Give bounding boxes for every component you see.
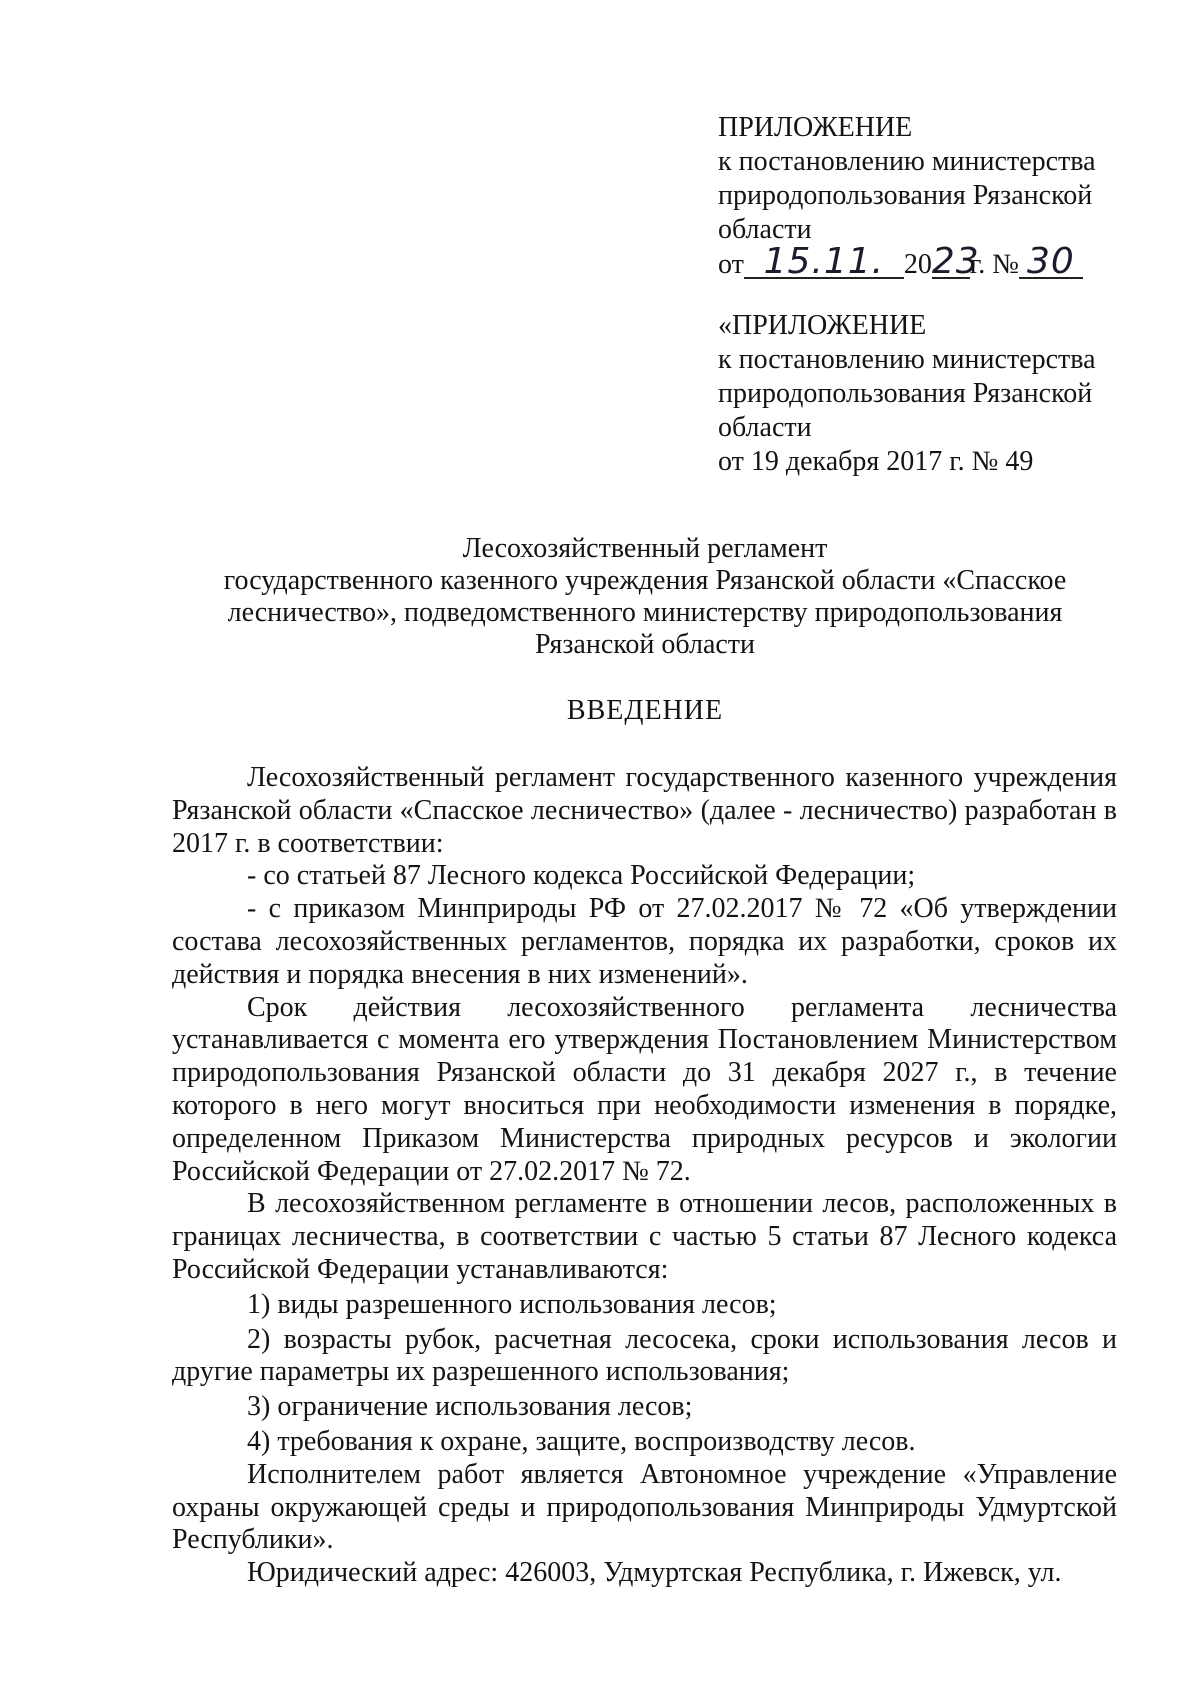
section-title: ВВЕДЕНИЕ <box>566 695 724 726</box>
list-item: 3) ограничение использования лесов; <box>247 1391 693 1423</box>
paragraph: Юридический адрес: 426003, Удмуртская Республика, г. Ижевск, ул. <box>247 1557 1062 1589</box>
approval-block-original <box>718 309 1138 479</box>
document-title-line: лесничество», подведомственного министерству природопользования <box>227 597 1063 628</box>
document-title-line: Рязанской области <box>534 629 756 660</box>
list-item: 2) возрасты рубок, расчетная лесосека, сроки использования лесов и другие параметры их разрешенного использования; <box>172 1323 1117 1388</box>
approval-date-line <box>718 241 1138 282</box>
paragraph: Срок действия лесохозяйственного регламента лесничества устанавливается с момента его утверждения Постановлением Министерством природопользования Рязанской области до 31 декабря 2027 г., в течение которого в него могут вноситься при необходимости изменения в порядке, определенном Приказом Министерства природных ресурсов и экологии Российской Федерации от 27.02.2017 № 72. <box>172 991 1117 1187</box>
approval-heading: «ПРИЛОЖЕНИЕ <box>718 310 927 341</box>
list-item: 4) требования к охране, защите, воспроизводству лесов. <box>247 1425 916 1457</box>
paragraph: Лесохозяйственный регламент государственного казенного учреждения Рязанской области «Спасское лесничество» (далее - лесничество) разработан в 2017 г. в соответствии: <box>172 762 1117 859</box>
paragraph: - с приказом Минприроды РФ от 27.02.2017 № 72 «Об утверждении состава лесохозяйственных регламентов, порядка их разработки, сроков их действия и порядка внесения в них изменений». <box>172 893 1117 990</box>
approval-date: от 19 декабря 2017 г. № 49 <box>718 446 1034 477</box>
paragraph: В лесохозяйственном регламенте в отношении лесов, расположенных в границах лесничества, в соответствии с частью 5 статьи 87 Лесного кодекса Российской Федерации устанавливаются: <box>172 1188 1117 1285</box>
body-text <box>172 762 1117 1590</box>
paragraph: - со статьей 87 Лесного кодекса Российской Федерации; <box>247 860 916 892</box>
document-title <box>150 533 1140 661</box>
date-prefix: от <box>718 249 744 280</box>
approval-line: природопользования Рязанской <box>718 378 1093 409</box>
document-title-line: государственного казенного учреждения Рязанской области «Спасское <box>223 565 1067 596</box>
paragraph: Исполнителем работ является Автономное учреждение «Управление охраны окружающей среды и природопользования Минприроды Удмуртской Республики». <box>172 1458 1117 1556</box>
approval-line: области <box>718 412 812 443</box>
approval-heading: ПРИЛОЖЕНИЕ <box>718 112 913 143</box>
handwritten-year: 23 <box>931 241 980 282</box>
handwritten-date: 15.11. <box>744 247 904 279</box>
approval-line: к постановлению министерства <box>718 344 1096 375</box>
approval-block-current <box>718 111 1138 282</box>
list-item: 1) виды разрешенного использования лесов; <box>247 1288 777 1320</box>
approval-line: природопользования Рязанской <box>718 180 1093 211</box>
document-title-line: Лесохозяйственный регламент <box>462 533 828 564</box>
year-prefix: 20 <box>903 249 932 280</box>
number-prefix: г. № <box>969 249 1019 280</box>
approval-line: области <box>718 214 812 245</box>
approval-line: к постановлению министерства <box>718 146 1096 177</box>
handwritten-number: 30 <box>1019 247 1083 279</box>
